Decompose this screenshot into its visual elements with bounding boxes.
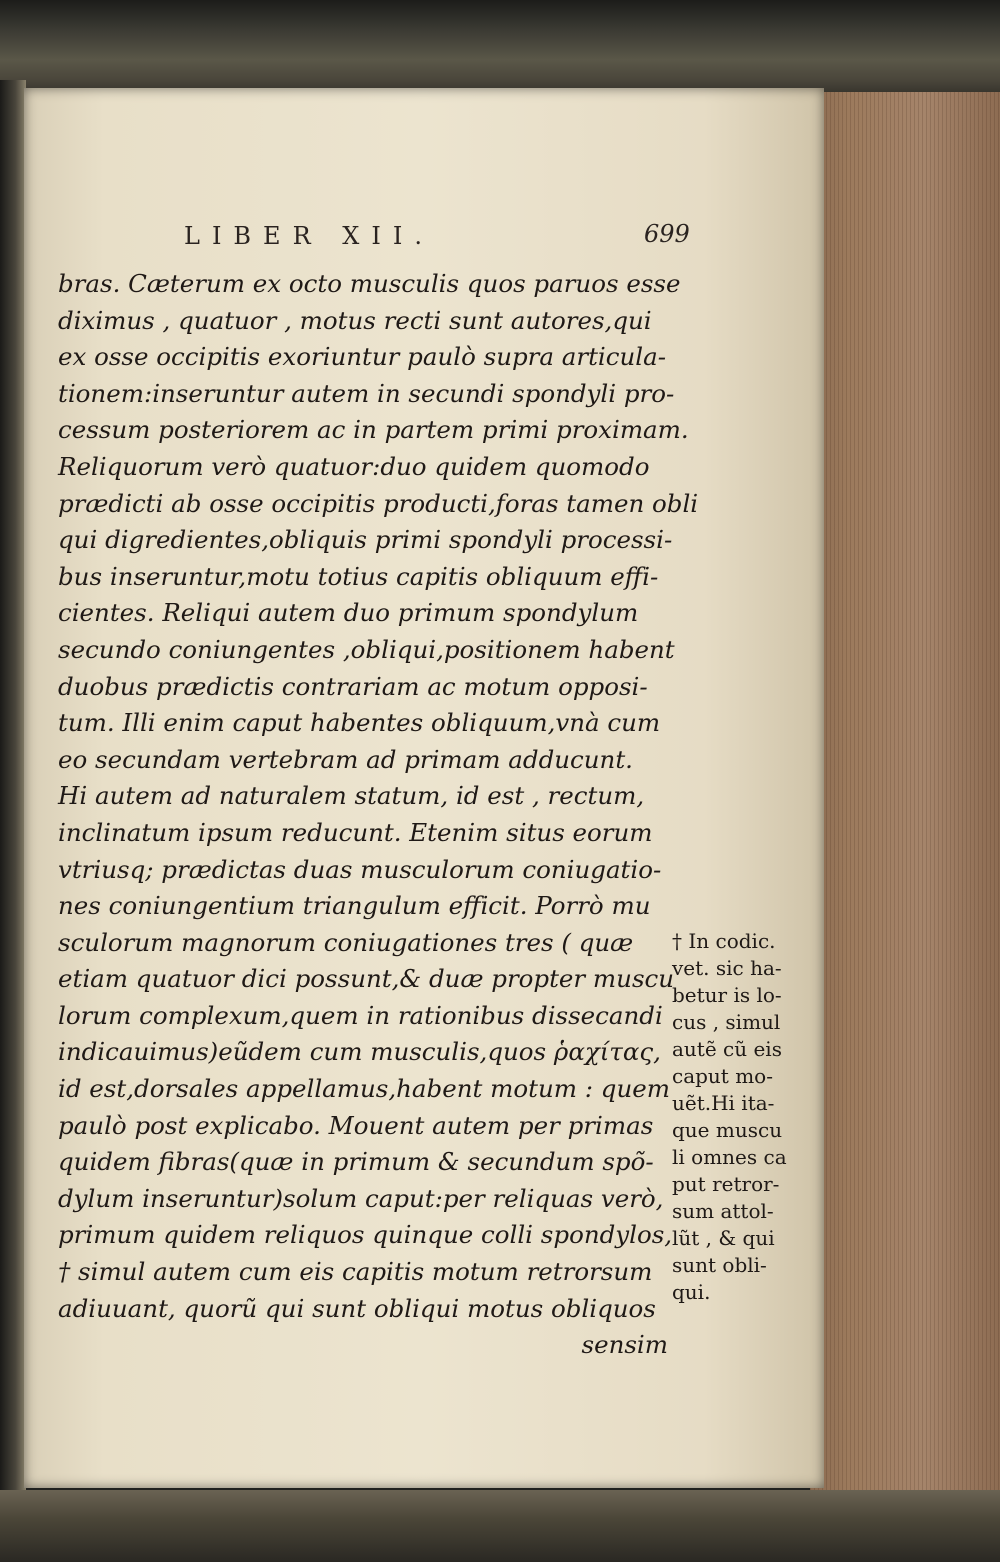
book-binding-top [0, 0, 1000, 100]
marginal-note-line: autẽ cũ eis [672, 1037, 782, 1061]
text-line: paulò post explicabo. Mouent autem per primas [58, 1110, 654, 1140]
marginal-note-line: li omnes ca [672, 1145, 787, 1169]
text-line: lorum complexum,quem in rationibus dissecandi [58, 1000, 663, 1030]
text-line: bus inseruntur,motu totius capitis obliquum effi- [58, 561, 659, 591]
body-text [58, 266, 699, 1364]
text-line: Reliquorum verò quatuor:duo quidem quomodo [58, 451, 650, 481]
text-line: indicauimus)eũdem cum musculis,quos ῥαχίτας, [58, 1037, 661, 1067]
text-line: quidem fibras(quæ in primum & secundum spõ- [58, 1147, 654, 1177]
text-line: id est,dorsales appellamus,habent motum : quem [58, 1074, 670, 1104]
text-line: cientes. Reliqui autem duo primum spondylum [58, 598, 639, 628]
text-line: Hi autem ad naturalem statum, id est , rectum, [58, 781, 645, 811]
text-line: eo secundam vertebram ad primam adducunt. [58, 744, 633, 774]
marginal-note-line: sum attol- [672, 1199, 774, 1223]
text-line: qui digredientes,obliquis primi spondyli processi- [58, 525, 673, 555]
text-line: duobus prædictis contrariam ac motum opposi- [58, 671, 648, 701]
catchword: sensim [581, 1330, 668, 1360]
text-line: inclinatum ipsum reducunt. Etenim situs eorum [58, 817, 653, 847]
text-line: diximus , quatuor , motus recti sunt autores,qui [58, 305, 652, 335]
folio-number: 699 [644, 220, 690, 248]
text-line: vtriusq; prædictas duas musculorum coniugatio- [58, 854, 662, 884]
marginal-note-line: qui. [672, 1280, 711, 1304]
text-line: etiam quatuor dici possunt,& duæ propter muscu [58, 964, 675, 994]
text-line: tum. Illi enim caput habentes obliquum,vnà cum [58, 708, 661, 738]
marginal-note-line: caput mo- [672, 1064, 773, 1088]
text-line: secundo coniungentes ,obliqui,positionem habent [58, 634, 675, 664]
book-binding-bottom [0, 1490, 1000, 1562]
marginal-note-line: sunt obli- [672, 1253, 767, 1277]
page-block-edge [810, 92, 1000, 1490]
marginal-note-line: vet. sic ha- [672, 956, 782, 980]
text-line: tionem:inseruntur autem in secundi spondyli pro- [58, 378, 675, 408]
text-line: dylum inseruntur)solum caput:per reliquas verò, [58, 1183, 664, 1213]
text-line: nes coniungentium triangulum efficit. Porrò mu [58, 891, 651, 921]
marginal-note-line: uẽt.Hi ita- [672, 1091, 775, 1115]
marginal-note-line: cus , simul [672, 1010, 781, 1034]
text-line: prædicti ab osse occipitis producti,foras tamen obli [58, 488, 699, 518]
text-line: adiuuant, quorũ qui sunt obliqui motus obliquos [58, 1293, 656, 1323]
text-line: bras. Cæterum ex octo musculis quos paruos esse [58, 269, 681, 298]
page-header [184, 218, 690, 258]
text-line: ex osse occipitis exoriuntur paulò supra articula- [58, 342, 666, 372]
book-spine-shadow [0, 80, 26, 1500]
marginal-note-line: que muscu [672, 1118, 783, 1142]
text-line: cessum posteriorem ac in partem primi proximam. [58, 415, 689, 445]
page [24, 88, 824, 1488]
marginal-note [672, 928, 822, 1306]
marginal-note-line: put retror- [672, 1172, 780, 1196]
text-line: † simul autem cum eis capitis motum retrorsum [58, 1257, 653, 1287]
running-head: LIBER XII. [184, 222, 434, 250]
marginal-note-line: betur is lo- [672, 983, 782, 1007]
marginal-note-line: † In codic. [672, 929, 776, 953]
text-line: sculorum magnorum coniugationes tres ( quæ [58, 927, 634, 957]
text-line: primum quidem reliquos quinque colli spondylos, [58, 1220, 673, 1250]
marginal-note-line: lũt , & qui [672, 1226, 775, 1250]
